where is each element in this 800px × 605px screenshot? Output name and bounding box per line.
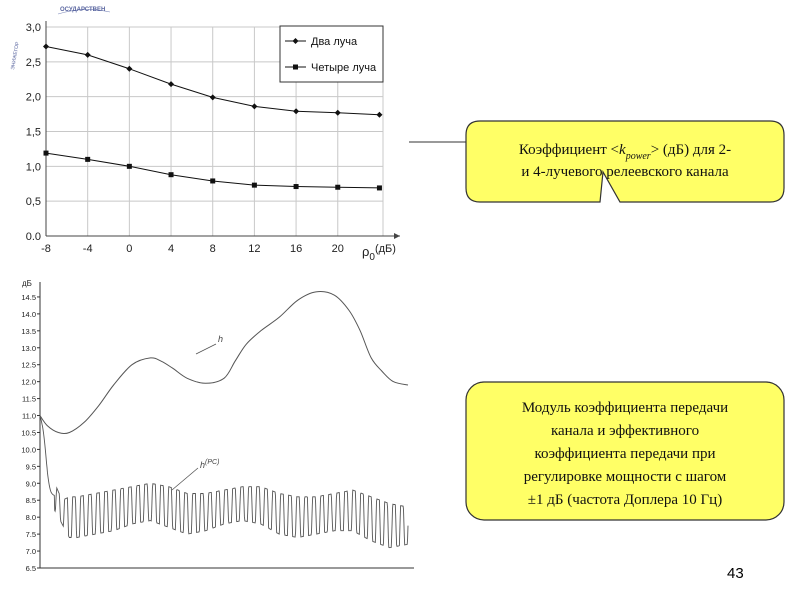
chart1-point-four-rays	[335, 185, 340, 190]
chart2-label-leader-hpc	[172, 468, 198, 490]
chart2-y-axis-unit: дБ	[22, 279, 32, 288]
chart1-y-tick-label: 3,0	[25, 22, 41, 34]
chart1-legend-square-icon	[293, 65, 298, 70]
chart1-x-tick-label: 0	[126, 243, 133, 255]
callout2-text-line: коэффициента передачи при	[534, 446, 716, 462]
chart2-y-tick-label: 13.5	[21, 326, 36, 336]
chart2-series	[40, 292, 408, 548]
chart2-label-h: h	[218, 334, 224, 344]
chart1-point-two-rays	[43, 44, 49, 50]
chart2-y-tick-label: 10.5	[21, 428, 36, 438]
callout2-text-line: ±1 дБ (частота Доплера 10 Гц)	[527, 492, 723, 508]
chart1-point-four-rays	[44, 151, 49, 156]
chart1-legend	[280, 26, 383, 82]
chart1-point-four-rays	[210, 178, 215, 183]
chart2-y-tick-label: 8.5	[25, 496, 36, 506]
chart1-y-tick-label: 1,0	[25, 161, 41, 174]
chart1-x-axis-label-main: ρ	[362, 244, 370, 259]
chart1-point-two-rays	[85, 52, 91, 58]
chart1-y-tick-label: 1,5	[25, 126, 41, 139]
chart2-y-tick-label: 13.0	[21, 343, 36, 353]
callout1-text-part: power	[625, 151, 651, 162]
chart1-point-two-rays	[210, 94, 216, 100]
chart2-y-tick-label: 11.5	[21, 394, 36, 404]
chart1-x-tick-label: 16	[289, 243, 303, 255]
chart1-point-four-rays	[294, 184, 299, 189]
callout1-text-part: и 4-лучевого релеевского канала	[521, 164, 729, 180]
chart1-point-two-rays	[251, 103, 257, 109]
chart2-y-tick-label: 9.0	[25, 479, 36, 489]
chart1-legend-label-two-rays: Два луча	[311, 36, 358, 48]
chart2-y-tick-label: 6.5	[25, 564, 36, 573]
chart2-y-tick-label: 7.0	[25, 547, 36, 557]
chart2-y-tick-label: 14.0	[21, 309, 36, 319]
chart1-point-two-rays	[293, 108, 299, 114]
chart2-label-hpc-main: h	[200, 460, 206, 470]
chart1-y-tick-label: 0,5	[25, 196, 41, 209]
chart1-x-tick-label: 20	[331, 243, 344, 255]
chart2-y-tick-label: 12.5	[21, 360, 36, 370]
chart2-y-tick-label: 12.0	[21, 377, 36, 387]
chart2-y-tick-label: 7.5	[25, 530, 36, 540]
chart1-x-axis-label-unit: (дБ)	[374, 243, 396, 255]
chart1-x-tick-label: 4	[167, 243, 175, 255]
chart1-y-tick-label: 2,5	[25, 56, 41, 69]
chart1-x-axis-arrow	[394, 233, 400, 239]
chart1-point-four-rays	[127, 164, 132, 169]
chart1-x-axis-label	[362, 243, 396, 263]
chart1-y-tick-label: 2,0	[25, 91, 41, 104]
chart1-point-four-rays	[377, 185, 382, 190]
chart2-label-leader-h	[196, 344, 216, 354]
chart1-y-tick-label: 0.0	[25, 231, 41, 243]
page-number: 43	[727, 565, 744, 582]
chart2-y-tick-label: 8.0	[25, 513, 36, 523]
callout1-text-part: Коэффициент <	[518, 142, 620, 158]
chart1-point-two-rays	[168, 81, 174, 87]
chart1-legend-label-four-rays: Четыре луча	[311, 62, 377, 74]
chart1-point-four-rays	[169, 172, 174, 177]
callout2-text-line: регулировке мощности с шагом	[523, 469, 727, 485]
chart1-point-two-rays	[376, 112, 382, 118]
chart1-point-four-rays	[252, 183, 257, 188]
chart1-point-four-rays	[85, 157, 90, 162]
stamp-text: ОСУДАРСТВЕН	[60, 7, 106, 13]
chart2-series-h	[40, 292, 408, 434]
chart2-y-tick-label: 11.0	[21, 411, 36, 421]
stamp-side-text: ЭНИЖЕГОР	[10, 41, 21, 71]
chart1-x-tick-label: -4	[82, 243, 93, 255]
callout2-text-line: канала и эффективного	[550, 423, 700, 439]
chart1-point-two-rays	[335, 110, 341, 116]
chart2-series-hpc	[40, 416, 408, 548]
chart1-x-tick-label: 8	[209, 243, 216, 255]
chart1-x-tick-label: 12	[248, 243, 261, 255]
chart2-y-tick-label: 10.0	[21, 445, 36, 455]
callout1-text-part: > (дБ) для 2-	[650, 142, 732, 158]
chart1-x-tick-label: -8	[41, 243, 51, 255]
chart1-x-axis-label-sub: 0	[369, 252, 375, 263]
callouts	[409, 121, 784, 520]
callout1-text-part: k	[619, 142, 626, 158]
chart1-point-two-rays	[126, 66, 132, 72]
chart2-y-tick-label: 14.5	[21, 292, 36, 302]
callout2-text-line: Модуль коэффициента передачи	[521, 400, 729, 416]
chart2-y-tick-label: 9.5	[25, 462, 36, 472]
chart2-label-hpc	[200, 459, 219, 470]
chart2-label-hpc-sup: (PC)	[205, 459, 220, 466]
